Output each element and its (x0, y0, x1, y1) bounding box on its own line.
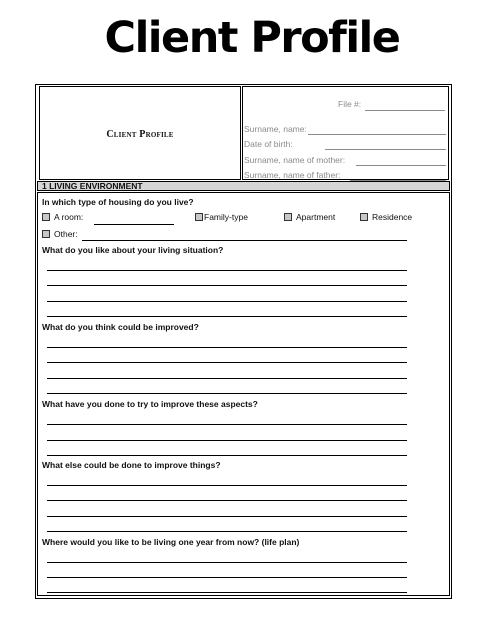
answer-line[interactable] (47, 440, 407, 441)
option-family-type[interactable] (195, 212, 248, 222)
answer-line[interactable] (47, 285, 407, 286)
file-number-field[interactable] (365, 110, 445, 111)
file-number-label: File #: (338, 99, 362, 109)
date-of-birth-field[interactable] (325, 149, 446, 150)
checkbox-icon[interactable] (360, 213, 368, 221)
surname-name-label: Surname, name: (244, 124, 307, 134)
option-residence-label: Residence (372, 212, 413, 222)
answer-line[interactable] (47, 500, 407, 501)
answer-line[interactable] (47, 301, 407, 302)
answer-line[interactable] (47, 393, 407, 394)
answer-line[interactable] (47, 378, 407, 379)
question-2: What do you think could be improved? (42, 322, 199, 332)
father-name-label: Surname, name of father: (244, 170, 341, 180)
option-apartment[interactable] (284, 212, 335, 222)
page-title: Client Profile (104, 13, 400, 63)
answer-line[interactable] (47, 316, 407, 317)
question-4: What else could be done to improve things? (42, 460, 221, 470)
question-3: What have you done to try to improve these aspects? (42, 399, 258, 409)
section-header (37, 181, 450, 191)
checkbox-icon[interactable] (284, 213, 292, 221)
checkbox-icon[interactable] (42, 213, 50, 221)
form-label-box (39, 86, 241, 180)
question-5: Where would you like to be living one year from now? (life plan) (42, 537, 300, 547)
answer-line[interactable] (47, 516, 407, 517)
checkbox-icon[interactable] (42, 230, 50, 238)
form-label: Client Profile (106, 129, 174, 140)
date-of-birth-label: Date of birth: (244, 139, 293, 149)
housing-question: In which type of housing do you live? (42, 197, 194, 207)
option-family-type-label: Family-type (204, 212, 248, 222)
answer-line[interactable] (47, 362, 407, 363)
option-other-label: Other: (54, 229, 78, 239)
other-field[interactable] (82, 240, 407, 241)
question-1: What do you like about your living situation? (42, 245, 224, 255)
option-residence[interactable] (360, 212, 412, 222)
option-room-label: A room: (54, 212, 84, 222)
answer-line[interactable] (47, 577, 407, 578)
answer-line[interactable] (47, 270, 407, 271)
option-room[interactable] (42, 212, 83, 222)
surname-name-field[interactable] (308, 134, 446, 135)
option-apartment-label: Apartment (296, 212, 336, 222)
checkbox-icon[interactable] (195, 213, 203, 221)
answer-line[interactable] (47, 562, 407, 563)
answer-line[interactable] (47, 455, 407, 456)
room-field[interactable] (94, 224, 174, 225)
mother-name-label: Surname, name of mother: (244, 155, 346, 165)
section-title: 1 LIVING ENVIRONMENT (42, 181, 143, 191)
mother-name-field[interactable] (356, 165, 446, 166)
answer-line[interactable] (47, 347, 407, 348)
answer-line[interactable] (47, 531, 407, 532)
answer-line[interactable] (47, 485, 407, 486)
answer-line[interactable] (47, 592, 407, 593)
option-other[interactable] (42, 229, 78, 239)
answer-line[interactable] (47, 424, 407, 425)
